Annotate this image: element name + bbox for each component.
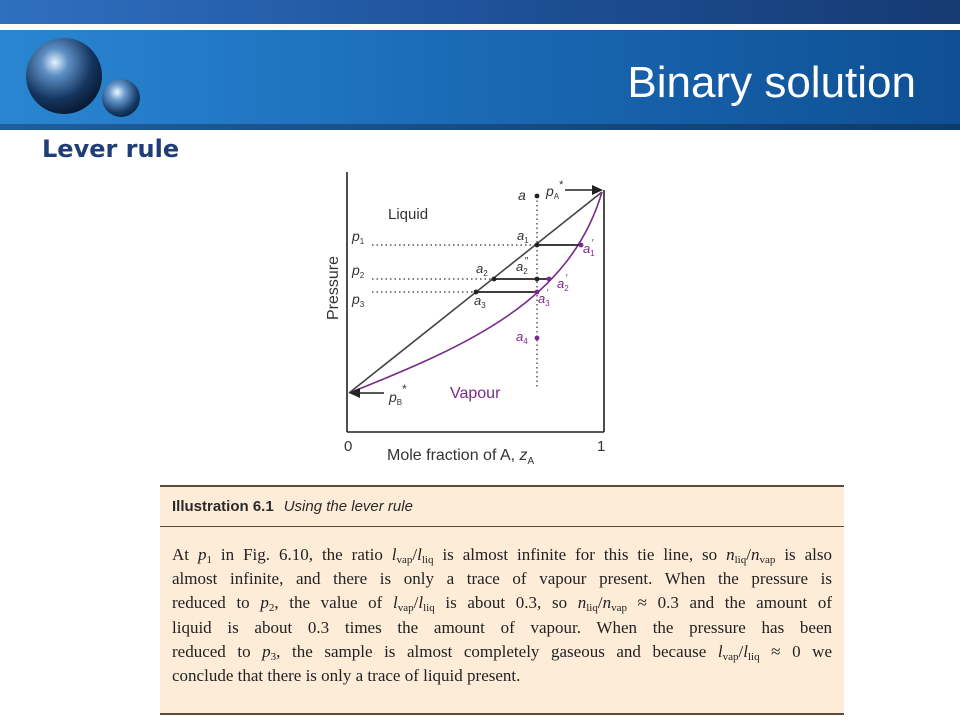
x-tick-1: 1 — [597, 438, 606, 455]
a2-double-prime-label: $a_2''$ — [516, 256, 529, 276]
liquid-region-label: Liquid — [388, 206, 429, 223]
pB-star-label: $p_B*$ — [389, 382, 407, 407]
a1-prime-label: $a_1'$ — [583, 238, 595, 258]
point-a1 — [535, 243, 540, 248]
pA-star-label: $p_A^*$ — [546, 179, 564, 201]
phase-diagram — [310, 160, 630, 475]
a2-label: $a_2$ — [476, 261, 488, 278]
illustration-line: conclude that there is only a trace of liquid present. — [172, 666, 521, 686]
point-a4 — [535, 336, 540, 341]
illustration-text — [160, 527, 844, 688]
point-a2-prime — [547, 277, 552, 282]
p2-label: $p_2$ — [352, 262, 365, 280]
illustration-header — [160, 487, 844, 527]
sphere-logo — [0, 30, 160, 124]
illustration-box — [160, 485, 844, 715]
x-axis-label: Mole fraction of A, $z_A$ — [387, 447, 535, 467]
y-axis-label: Pressure — [325, 255, 342, 321]
slide-title: Binary solution — [627, 58, 916, 107]
p1-label: $p_1$ — [352, 228, 365, 246]
illustration-line: reduced to $p_2$, the value of $l_{vap}/l_{liq}$ is about 0.3, so $n_{liq}/n_{vap} \approx 0.3$ and the amount of — [172, 593, 832, 615]
a4-label: $a_4$ — [516, 329, 528, 346]
slide-subtitle: Lever rule — [42, 135, 180, 163]
point-a — [535, 194, 540, 199]
illustration-line: liquid is about 0.3 times the amount of vapour. When the pressure has been — [172, 617, 832, 637]
a-label: a — [518, 187, 526, 203]
point-a2 — [492, 277, 497, 282]
illustration-line: reduced to $p_3$, the sample is almost completely gaseous and because $l_{vap}/l_{liq} \approx 0$ we — [172, 641, 832, 663]
illustration-caption: Using the lever rule — [283, 498, 413, 515]
a1-label: $a_1$ — [517, 228, 529, 245]
a2-prime-label: $a_2'$ — [557, 273, 569, 293]
x-tick-0: 0 — [344, 438, 353, 455]
banner-divider — [0, 124, 960, 130]
a3-prime-label: $a_3'$ — [538, 288, 550, 308]
vapour-region-label: Vapour — [450, 385, 501, 402]
illustration-number: Illustration 6.1 — [172, 498, 274, 515]
small-sphere — [102, 79, 140, 117]
p3-label: $p_3$ — [352, 291, 365, 309]
large-sphere — [26, 38, 102, 114]
illustration-line: almost infinite, and there is only a trace of vapour present. When the pressure is — [172, 569, 832, 589]
top-accent-bar — [0, 0, 960, 24]
a3-label: $a_3$ — [474, 293, 486, 310]
point-a2-double-prime — [535, 277, 540, 282]
illustration-line: At $p_1$ in Fig. 6.10, the ratio $l_{vap}/l_{liq}$ is almost infinite for this tie line, so $n_{liq}/n_{vap}$ is also — [172, 545, 832, 566]
